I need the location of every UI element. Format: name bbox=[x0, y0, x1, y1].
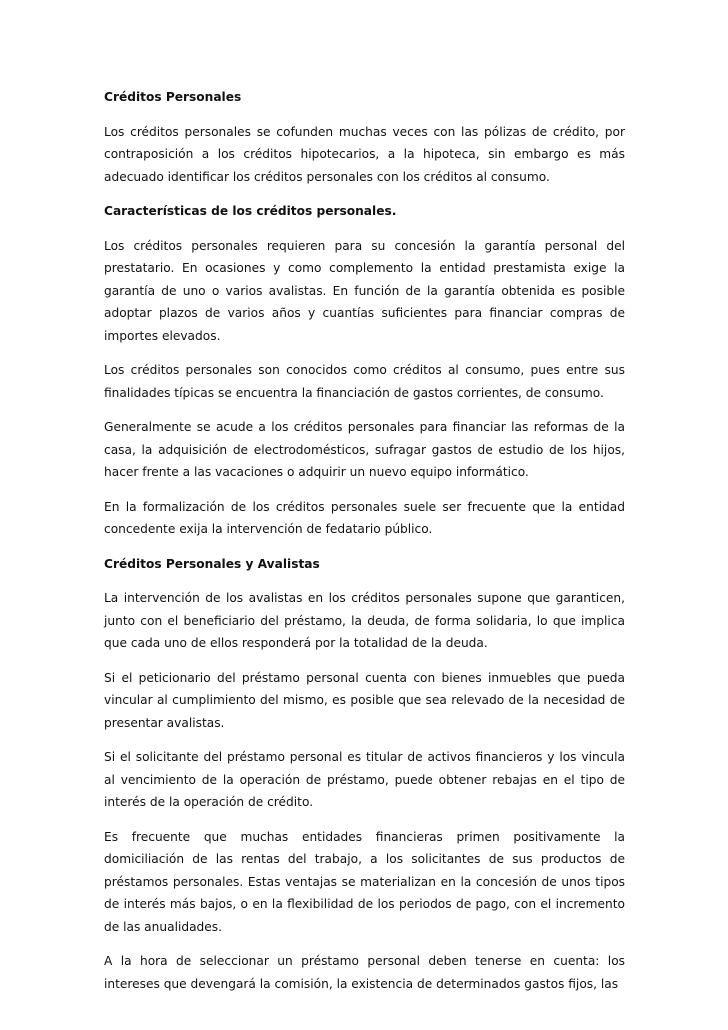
paragraph: Generalmente se acude a los créditos personales para financiar las reformas de la casa, la adquisición de electrodomésticos, sufragar gastos de estudio de los hijos, hacer frente a las vacaciones o adquirir un nuevo equipo informático. bbox=[104, 420, 625, 479]
section-heading: Créditos Personales y Avalistas bbox=[104, 556, 320, 571]
paragraph: La intervención de los avalistas en los créditos personales supone que garanticen, junto con el beneficiario del préstamo, la deuda, de forma solidaria, lo que implica que cada uno de ellos responderá por la totalidad de la deuda. bbox=[104, 591, 625, 650]
paragraph: Si el peticionario del préstamo personal cuenta con bienes inmuebles que pueda vincular al cumplimiento del mismo, es posible que sea relevado de la necesidad de presentar avalistas. bbox=[104, 670, 625, 730]
section-heading: Créditos Personales bbox=[104, 90, 242, 104]
paragraph: Los créditos personales se cofunden muchas veces con las pólizas de crédito, por contraposición a los créditos hipotecarios, a la hipoteca, sin embargo es más adecuado identificar los créditos personales con los créditos al consumo. bbox=[104, 124, 625, 184]
paragraph: A la hora de seleccionar un préstamo personal deben tenerse en cuenta: los intereses que devengará la comisión, la existencia de determinados gastos fijos, las bbox=[104, 954, 625, 991]
section-heading: Características de los créditos personales. bbox=[104, 204, 397, 218]
paragraph: Los créditos personales son conocidos como créditos al consumo, pues entre sus finalidades típicas se encuentra la financiación de gastos corrientes, de consumo. bbox=[104, 363, 625, 400]
paragraph: En la formalización de los créditos personales suele ser frecuente que la entidad concedente exija la intervención de fedatario público. bbox=[104, 499, 625, 536]
paragraph: Es frecuente que muchas entidades financieras primen positivamente la domiciliación de las rentas del trabajo, a los solicitantes de sus productos de préstamos personales. Estas ventajas se materializan en la concesión de unos tipos de interés más bajos, o en la flexibilidad de los periodos de pago, con el incremento de las anualidades. bbox=[104, 829, 625, 934]
document-page bbox=[104, 86, 625, 1007]
paragraph: Los créditos personales requieren para su concesión la garantía personal del prestatario. En ocasiones y como complemento la entidad prestamista exige la garantía de uno o varios avalistas. En función de la garantía obtenida es posible adoptar plazos de varios años y cuantías suficientes para financiar compras de importes elevados. bbox=[104, 238, 625, 343]
paragraph: Si el solicitante del préstamo personal es titular de activos financieros y los vincula al vencimiento de la operación de préstamo, puede obtener rebajas en el tipo de interés de la operación de crédito. bbox=[104, 750, 625, 809]
